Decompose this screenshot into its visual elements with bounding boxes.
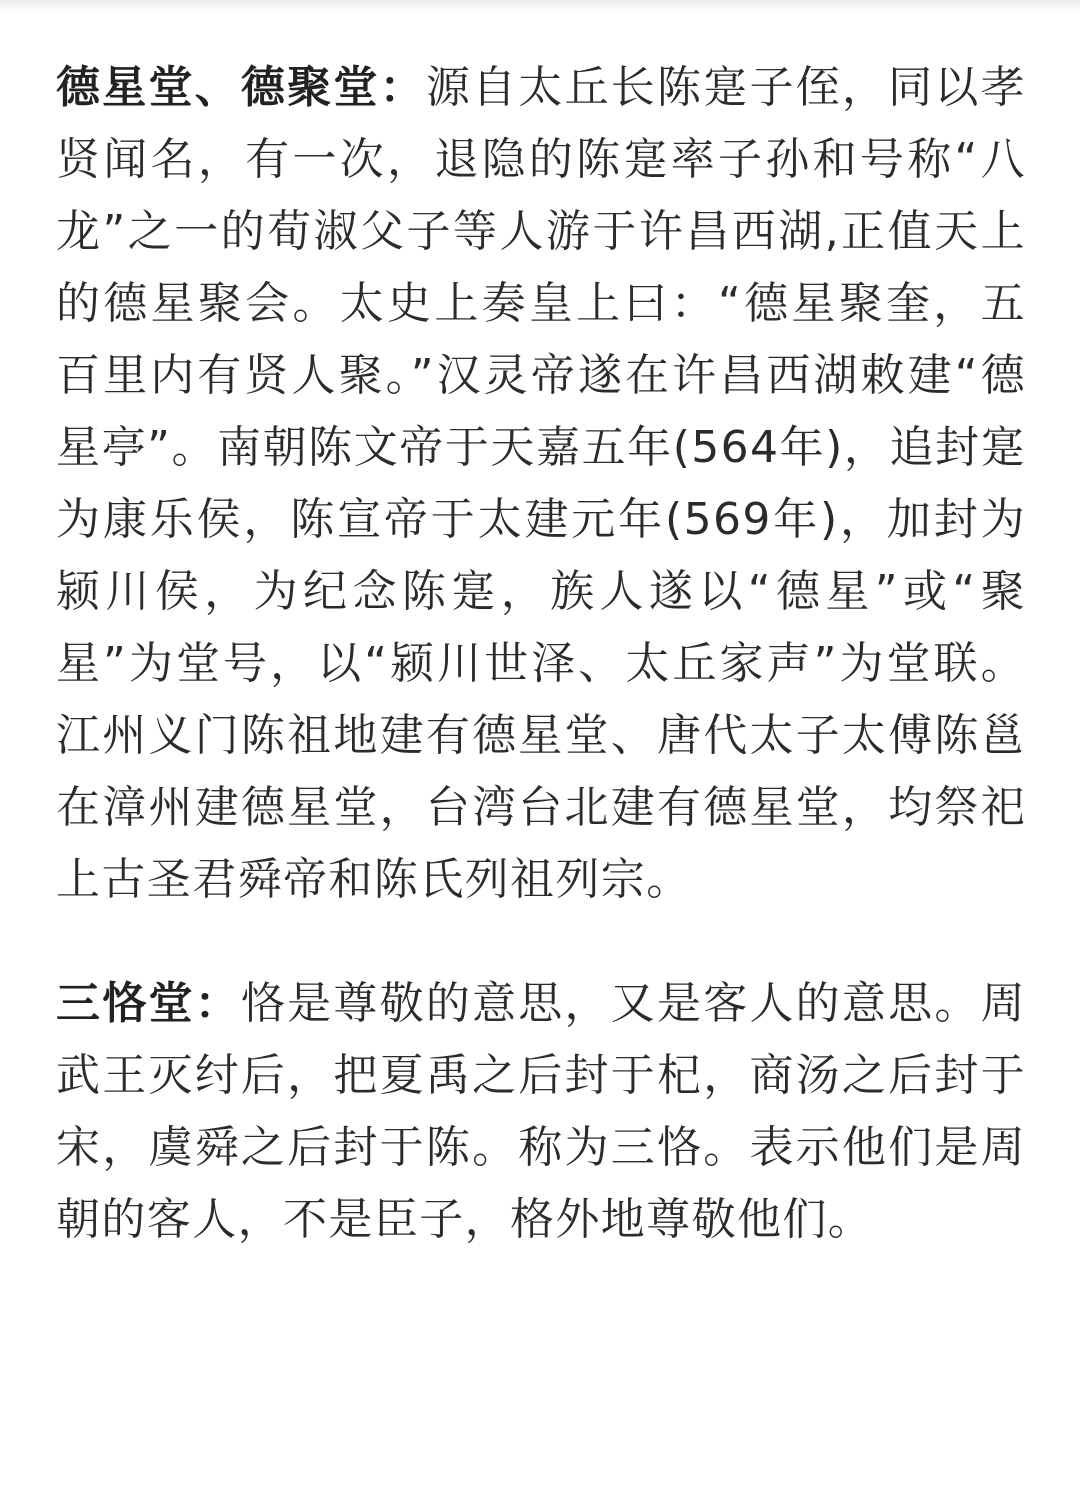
paragraph-sanke-hall [56,968,1026,1256]
article-body [56,52,1026,1256]
hall-name-term: 德星堂、德聚堂 [56,62,380,113]
top-edge-shadow [0,0,1080,12]
hall-name-term: 三恪堂 [56,978,195,1029]
term-separator: ： [194,978,241,1029]
paragraph-text: 源自太丘长陈寔子侄，同以孝贤闻名，有一次，退隐的陈寔率子孙和号称“八龙”之一的荀淑父子等人游于许昌西湖,正值天上的德星聚会。太史上奏皇上曰：“德星聚奎，五百里内有贤人聚。”汉灵帝遂在许昌西湖敕建“德星亭”。南朝陈文帝于天嘉五年(564年)，追封寔为康乐侯，陈宣帝于太建元年(569年)，加封为颍川侯，为纪念陈寔，族人遂以“德星”或“聚星”为堂号，以“颍川世泽、太丘家声”为堂联。江州义门陈祖地建有德星堂、唐代太子太傅陈邕在漳州建德星堂，台湾台北建有德星堂，均祭祀上古圣君舜帝和陈氏列祖列宗。 [56,62,1026,905]
paragraph-dexing-hall [56,52,1026,916]
paragraph-text: 恪是尊敬的意思，又是客人的意思。周武王灭纣后，把夏禹之后封于杞，商汤之后封于宋，虞舜之后封于陈。称为三恪。表示他们是周朝的客人，不是臣子，格外地尊敬他们。 [56,978,1026,1245]
term-separator: ： [379,62,426,113]
